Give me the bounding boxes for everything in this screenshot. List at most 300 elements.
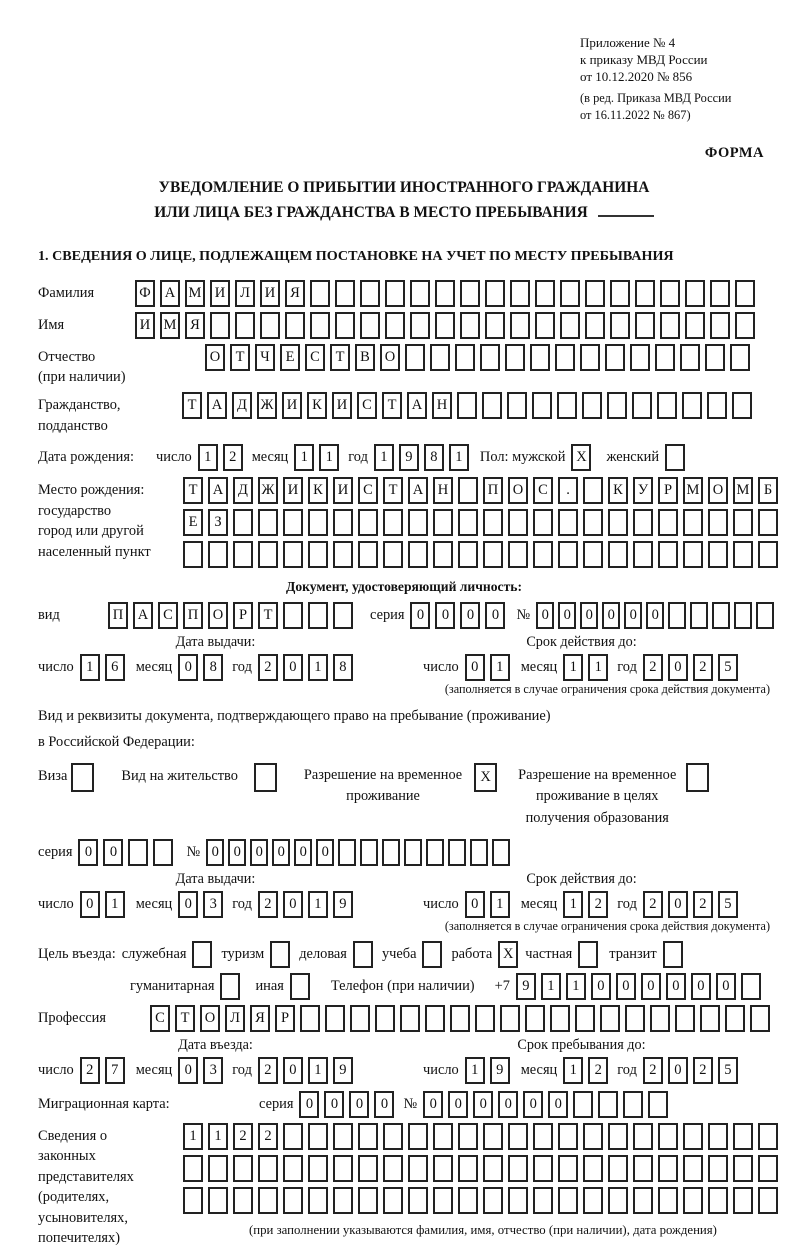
char-cell[interactable]: [283, 1123, 303, 1150]
char-cell[interactable]: [308, 541, 328, 568]
char-cell[interactable]: 0: [349, 1091, 369, 1118]
char-cell[interactable]: С: [150, 1005, 170, 1032]
char-cell[interactable]: 1: [80, 654, 100, 681]
char-cell[interactable]: 0: [558, 602, 576, 629]
char-cell[interactable]: 0: [435, 602, 455, 629]
purpose-business-checkbox[interactable]: [353, 941, 373, 968]
char-cell[interactable]: 0: [646, 602, 664, 629]
char-cell[interactable]: [608, 1123, 628, 1150]
char-cell[interactable]: [583, 1123, 603, 1150]
char-cell[interactable]: 0: [283, 891, 303, 918]
char-cell[interactable]: 2: [693, 1057, 713, 1084]
char-cell[interactable]: [383, 1123, 403, 1150]
char-cell[interactable]: 1: [465, 1057, 485, 1084]
char-cell[interactable]: [758, 1187, 778, 1214]
char-cell[interactable]: [558, 509, 578, 536]
char-cell[interactable]: [633, 1187, 653, 1214]
char-cell[interactable]: [410, 312, 430, 339]
char-cell[interactable]: [400, 1005, 420, 1032]
char-cell[interactable]: 0: [423, 1091, 443, 1118]
char-cell[interactable]: Т: [258, 602, 278, 629]
char-cell[interactable]: [460, 312, 480, 339]
char-cell[interactable]: [500, 1005, 520, 1032]
purpose-private-checkbox[interactable]: [578, 941, 598, 968]
char-cell[interactable]: [350, 1005, 370, 1032]
char-cell[interactable]: [550, 1005, 570, 1032]
char-cell[interactable]: [510, 312, 530, 339]
char-cell[interactable]: 0: [641, 973, 661, 1000]
char-cell[interactable]: Л: [225, 1005, 245, 1032]
char-cell[interactable]: [233, 1187, 253, 1214]
char-cell[interactable]: [485, 312, 505, 339]
char-cell[interactable]: [508, 509, 528, 536]
char-cell[interactable]: [558, 1187, 578, 1214]
char-cell[interactable]: [358, 541, 378, 568]
char-cell[interactable]: В: [355, 344, 375, 371]
char-cell[interactable]: [283, 509, 303, 536]
char-cell[interactable]: [483, 1155, 503, 1182]
char-cell[interactable]: [583, 541, 603, 568]
char-cell[interactable]: [310, 312, 330, 339]
char-cell[interactable]: 8: [424, 444, 444, 471]
char-cell[interactable]: 0: [548, 1091, 568, 1118]
purpose-study-checkbox[interactable]: [422, 941, 442, 968]
char-cell[interactable]: [533, 1155, 553, 1182]
char-cell[interactable]: [683, 1187, 703, 1214]
char-cell[interactable]: [685, 280, 705, 307]
char-cell[interactable]: 8: [333, 654, 353, 681]
char-cell[interactable]: 2: [643, 1057, 663, 1084]
char-cell[interactable]: 0: [80, 891, 100, 918]
char-cell[interactable]: Т: [183, 477, 203, 504]
char-cell[interactable]: [510, 280, 530, 307]
char-cell[interactable]: [258, 509, 278, 536]
char-cell[interactable]: [208, 1155, 228, 1182]
char-cell[interactable]: П: [108, 602, 128, 629]
char-cell[interactable]: 0: [460, 602, 480, 629]
char-cell[interactable]: 1: [374, 444, 394, 471]
char-cell[interactable]: С: [357, 392, 377, 419]
char-cell[interactable]: 0: [448, 1091, 468, 1118]
char-cell[interactable]: [735, 280, 755, 307]
char-cell[interactable]: П: [183, 602, 203, 629]
char-cell[interactable]: Т: [182, 392, 202, 419]
char-cell[interactable]: [455, 344, 475, 371]
char-cell[interactable]: [725, 1005, 745, 1032]
char-cell[interactable]: [730, 344, 750, 371]
char-cell[interactable]: [733, 1155, 753, 1182]
char-cell[interactable]: [333, 509, 353, 536]
char-cell[interactable]: [734, 602, 752, 629]
char-cell[interactable]: [633, 1123, 653, 1150]
char-cell[interactable]: Д: [233, 477, 253, 504]
char-cell[interactable]: Т: [382, 392, 402, 419]
char-cell[interactable]: [700, 1005, 720, 1032]
char-cell[interactable]: 2: [588, 1057, 608, 1084]
char-cell[interactable]: [458, 1187, 478, 1214]
char-cell[interactable]: 0: [294, 839, 312, 866]
char-cell[interactable]: 0: [716, 973, 736, 1000]
char-cell[interactable]: [583, 1155, 603, 1182]
char-cell[interactable]: 1: [541, 973, 561, 1000]
char-cell[interactable]: 1: [566, 973, 586, 1000]
char-cell[interactable]: [535, 312, 555, 339]
char-cell[interactable]: [338, 839, 356, 866]
char-cell[interactable]: [448, 839, 466, 866]
char-cell[interactable]: 2: [258, 1057, 278, 1084]
char-cell[interactable]: [208, 1187, 228, 1214]
char-cell[interactable]: 0: [178, 891, 198, 918]
char-cell[interactable]: [308, 1123, 328, 1150]
char-cell[interactable]: Ж: [258, 477, 278, 504]
char-cell[interactable]: [260, 312, 280, 339]
char-cell[interactable]: 1: [105, 891, 125, 918]
char-cell[interactable]: [580, 344, 600, 371]
char-cell[interactable]: [450, 1005, 470, 1032]
char-cell[interactable]: С: [158, 602, 178, 629]
char-cell[interactable]: [408, 509, 428, 536]
char-cell[interactable]: 0: [103, 839, 123, 866]
char-cell[interactable]: 0: [465, 654, 485, 681]
char-cell[interactable]: [658, 1123, 678, 1150]
char-cell[interactable]: [573, 1091, 593, 1118]
char-cell[interactable]: [710, 280, 730, 307]
char-cell[interactable]: 2: [588, 891, 608, 918]
char-cell[interactable]: 0: [178, 654, 198, 681]
char-cell[interactable]: [610, 312, 630, 339]
char-cell[interactable]: [708, 1155, 728, 1182]
char-cell[interactable]: 0: [410, 602, 430, 629]
char-cell[interactable]: [532, 392, 552, 419]
char-cell[interactable]: 0: [78, 839, 98, 866]
char-cell[interactable]: [582, 392, 602, 419]
char-cell[interactable]: Н: [433, 477, 453, 504]
char-cell[interactable]: [605, 344, 625, 371]
char-cell[interactable]: 1: [563, 1057, 583, 1084]
char-cell[interactable]: [458, 477, 478, 504]
char-cell[interactable]: [410, 280, 430, 307]
char-cell[interactable]: 0: [602, 602, 620, 629]
sex-male-checkbox[interactable]: X: [571, 444, 591, 471]
char-cell[interactable]: [300, 1005, 320, 1032]
char-cell[interactable]: 1: [563, 891, 583, 918]
char-cell[interactable]: Т: [230, 344, 250, 371]
char-cell[interactable]: [485, 280, 505, 307]
char-cell[interactable]: С: [358, 477, 378, 504]
char-cell[interactable]: 0: [374, 1091, 394, 1118]
char-cell[interactable]: [433, 1155, 453, 1182]
char-cell[interactable]: [533, 509, 553, 536]
char-cell[interactable]: [360, 839, 378, 866]
char-cell[interactable]: 0: [272, 839, 290, 866]
char-cell[interactable]: [458, 1155, 478, 1182]
char-cell[interactable]: 0: [668, 1057, 688, 1084]
char-cell[interactable]: 5: [718, 654, 738, 681]
char-cell[interactable]: И: [332, 392, 352, 419]
char-cell[interactable]: [608, 541, 628, 568]
char-cell[interactable]: [658, 541, 678, 568]
char-cell[interactable]: М: [733, 477, 753, 504]
char-cell[interactable]: 2: [258, 891, 278, 918]
char-cell[interactable]: [335, 312, 355, 339]
char-cell[interactable]: И: [333, 477, 353, 504]
char-cell[interactable]: А: [207, 392, 227, 419]
char-cell[interactable]: [607, 392, 627, 419]
char-cell[interactable]: 0: [316, 839, 334, 866]
char-cell[interactable]: [710, 312, 730, 339]
char-cell[interactable]: [408, 541, 428, 568]
char-cell[interactable]: 1: [588, 654, 608, 681]
char-cell[interactable]: [632, 392, 652, 419]
char-cell[interactable]: [258, 541, 278, 568]
char-cell[interactable]: [708, 1187, 728, 1214]
char-cell[interactable]: [658, 509, 678, 536]
char-cell[interactable]: [668, 602, 686, 629]
char-cell[interactable]: [657, 392, 677, 419]
char-cell[interactable]: [283, 602, 303, 629]
char-cell[interactable]: [333, 1155, 353, 1182]
char-cell[interactable]: [655, 344, 675, 371]
char-cell[interactable]: Я: [185, 312, 205, 339]
char-cell[interactable]: [308, 1187, 328, 1214]
char-cell[interactable]: [598, 1091, 618, 1118]
purpose-official-checkbox[interactable]: [192, 941, 212, 968]
char-cell[interactable]: [560, 280, 580, 307]
char-cell[interactable]: 0: [465, 891, 485, 918]
char-cell[interactable]: 0: [691, 973, 711, 1000]
char-cell[interactable]: [650, 1005, 670, 1032]
char-cell[interactable]: 0: [523, 1091, 543, 1118]
char-cell[interactable]: 0: [473, 1091, 493, 1118]
char-cell[interactable]: [383, 541, 403, 568]
char-cell[interactable]: [308, 602, 328, 629]
char-cell[interactable]: [585, 280, 605, 307]
char-cell[interactable]: 0: [178, 1057, 198, 1084]
char-cell[interactable]: С: [305, 344, 325, 371]
purpose-tourism-checkbox[interactable]: [270, 941, 290, 968]
char-cell[interactable]: [325, 1005, 345, 1032]
char-cell[interactable]: [555, 344, 575, 371]
char-cell[interactable]: 5: [718, 891, 738, 918]
char-cell[interactable]: 0: [283, 654, 303, 681]
char-cell[interactable]: 9: [333, 1057, 353, 1084]
char-cell[interactable]: [258, 1155, 278, 1182]
char-cell[interactable]: П: [483, 477, 503, 504]
char-cell[interactable]: 0: [580, 602, 598, 629]
char-cell[interactable]: Е: [280, 344, 300, 371]
char-cell[interactable]: [458, 1123, 478, 1150]
char-cell[interactable]: 1: [294, 444, 314, 471]
char-cell[interactable]: [507, 392, 527, 419]
char-cell[interactable]: К: [307, 392, 327, 419]
char-cell[interactable]: [408, 1123, 428, 1150]
char-cell[interactable]: [358, 1187, 378, 1214]
char-cell[interactable]: [558, 1155, 578, 1182]
temp-residence-edu-checkbox[interactable]: [686, 763, 709, 792]
char-cell[interactable]: Б: [758, 477, 778, 504]
char-cell[interactable]: [360, 280, 380, 307]
char-cell[interactable]: 2: [223, 444, 243, 471]
char-cell[interactable]: М: [683, 477, 703, 504]
char-cell[interactable]: Я: [285, 280, 305, 307]
char-cell[interactable]: Д: [232, 392, 252, 419]
char-cell[interactable]: 2: [80, 1057, 100, 1084]
char-cell[interactable]: [708, 509, 728, 536]
char-cell[interactable]: О: [208, 602, 228, 629]
char-cell[interactable]: 1: [449, 444, 469, 471]
char-cell[interactable]: 0: [250, 839, 268, 866]
char-cell[interactable]: [660, 312, 680, 339]
char-cell[interactable]: [633, 509, 653, 536]
char-cell[interactable]: [525, 1005, 545, 1032]
purpose-humanitarian-checkbox[interactable]: [220, 973, 240, 1000]
char-cell[interactable]: [433, 509, 453, 536]
char-cell[interactable]: [283, 1187, 303, 1214]
char-cell[interactable]: [483, 509, 503, 536]
char-cell[interactable]: [458, 541, 478, 568]
char-cell[interactable]: [483, 1187, 503, 1214]
purpose-other-checkbox[interactable]: [290, 973, 310, 1000]
char-cell[interactable]: 5: [718, 1057, 738, 1084]
char-cell[interactable]: З: [208, 509, 228, 536]
char-cell[interactable]: [404, 839, 422, 866]
char-cell[interactable]: 2: [643, 891, 663, 918]
char-cell[interactable]: М: [185, 280, 205, 307]
char-cell[interactable]: 3: [203, 891, 223, 918]
char-cell[interactable]: 1: [319, 444, 339, 471]
char-cell[interactable]: [658, 1187, 678, 1214]
char-cell[interactable]: [732, 392, 752, 419]
char-cell[interactable]: [470, 839, 488, 866]
char-cell[interactable]: 0: [616, 973, 636, 1000]
char-cell[interactable]: [557, 392, 577, 419]
char-cell[interactable]: [310, 280, 330, 307]
char-cell[interactable]: К: [308, 477, 328, 504]
char-cell[interactable]: 0: [299, 1091, 319, 1118]
char-cell[interactable]: [758, 1155, 778, 1182]
char-cell[interactable]: О: [380, 344, 400, 371]
char-cell[interactable]: [733, 1123, 753, 1150]
char-cell[interactable]: А: [208, 477, 228, 504]
char-cell[interactable]: [685, 312, 705, 339]
char-cell[interactable]: [482, 392, 502, 419]
char-cell[interactable]: [675, 1005, 695, 1032]
char-cell[interactable]: [183, 541, 203, 568]
char-cell[interactable]: [630, 344, 650, 371]
char-cell[interactable]: [425, 1005, 445, 1032]
char-cell[interactable]: А: [160, 280, 180, 307]
char-cell[interactable]: 1: [308, 654, 328, 681]
char-cell[interactable]: К: [608, 477, 628, 504]
char-cell[interactable]: [233, 509, 253, 536]
char-cell[interactable]: [483, 1123, 503, 1150]
char-cell[interactable]: С: [533, 477, 553, 504]
char-cell[interactable]: 1: [490, 891, 510, 918]
char-cell[interactable]: [648, 1091, 668, 1118]
char-cell[interactable]: [457, 392, 477, 419]
purpose-work-checkbox[interactable]: X: [498, 941, 518, 968]
char-cell[interactable]: [625, 1005, 645, 1032]
char-cell[interactable]: 1: [208, 1123, 228, 1150]
char-cell[interactable]: [433, 1187, 453, 1214]
char-cell[interactable]: Ж: [257, 392, 277, 419]
char-cell[interactable]: [435, 312, 455, 339]
char-cell[interactable]: [383, 1155, 403, 1182]
char-cell[interactable]: [712, 602, 730, 629]
char-cell[interactable]: [585, 312, 605, 339]
char-cell[interactable]: [683, 509, 703, 536]
char-cell[interactable]: [733, 509, 753, 536]
char-cell[interactable]: 8: [203, 654, 223, 681]
char-cell[interactable]: [741, 973, 761, 1000]
char-cell[interactable]: [492, 839, 510, 866]
char-cell[interactable]: А: [407, 392, 427, 419]
char-cell[interactable]: А: [133, 602, 153, 629]
char-cell[interactable]: 0: [668, 891, 688, 918]
char-cell[interactable]: Я: [250, 1005, 270, 1032]
char-cell[interactable]: [708, 1123, 728, 1150]
char-cell[interactable]: Ч: [255, 344, 275, 371]
char-cell[interactable]: 9: [333, 891, 353, 918]
char-cell[interactable]: [333, 602, 353, 629]
char-cell[interactable]: Т: [175, 1005, 195, 1032]
char-cell[interactable]: [660, 280, 680, 307]
char-cell[interactable]: [208, 541, 228, 568]
char-cell[interactable]: [382, 839, 400, 866]
char-cell[interactable]: [405, 344, 425, 371]
char-cell[interactable]: [683, 1155, 703, 1182]
char-cell[interactable]: 0: [536, 602, 554, 629]
char-cell[interactable]: [308, 1155, 328, 1182]
char-cell[interactable]: [756, 602, 774, 629]
char-cell[interactable]: [283, 541, 303, 568]
char-cell[interactable]: Н: [432, 392, 452, 419]
char-cell[interactable]: О: [708, 477, 728, 504]
char-cell[interactable]: [683, 541, 703, 568]
char-cell[interactable]: [235, 312, 255, 339]
temp-residence-checkbox[interactable]: X: [474, 763, 497, 792]
char-cell[interactable]: 1: [563, 654, 583, 681]
char-cell[interactable]: [750, 1005, 770, 1032]
char-cell[interactable]: 1: [308, 1057, 328, 1084]
char-cell[interactable]: [458, 509, 478, 536]
char-cell[interactable]: [508, 1187, 528, 1214]
char-cell[interactable]: А: [408, 477, 428, 504]
char-cell[interactable]: .: [558, 477, 578, 504]
char-cell[interactable]: [333, 541, 353, 568]
char-cell[interactable]: [183, 1155, 203, 1182]
char-cell[interactable]: [358, 1155, 378, 1182]
char-cell[interactable]: И: [135, 312, 155, 339]
char-cell[interactable]: 0: [283, 1057, 303, 1084]
char-cell[interactable]: [508, 541, 528, 568]
char-cell[interactable]: Е: [183, 509, 203, 536]
char-cell[interactable]: 9: [516, 973, 536, 1000]
char-cell[interactable]: [433, 541, 453, 568]
char-cell[interactable]: [608, 509, 628, 536]
purpose-transit-checkbox[interactable]: [663, 941, 683, 968]
sex-female-checkbox[interactable]: [665, 444, 685, 471]
char-cell[interactable]: [360, 312, 380, 339]
char-cell[interactable]: Р: [658, 477, 678, 504]
char-cell[interactable]: [583, 1187, 603, 1214]
char-cell[interactable]: [583, 509, 603, 536]
char-cell[interactable]: [285, 312, 305, 339]
char-cell[interactable]: [633, 541, 653, 568]
char-cell[interactable]: 0: [668, 654, 688, 681]
char-cell[interactable]: [153, 839, 173, 866]
char-cell[interactable]: [610, 280, 630, 307]
